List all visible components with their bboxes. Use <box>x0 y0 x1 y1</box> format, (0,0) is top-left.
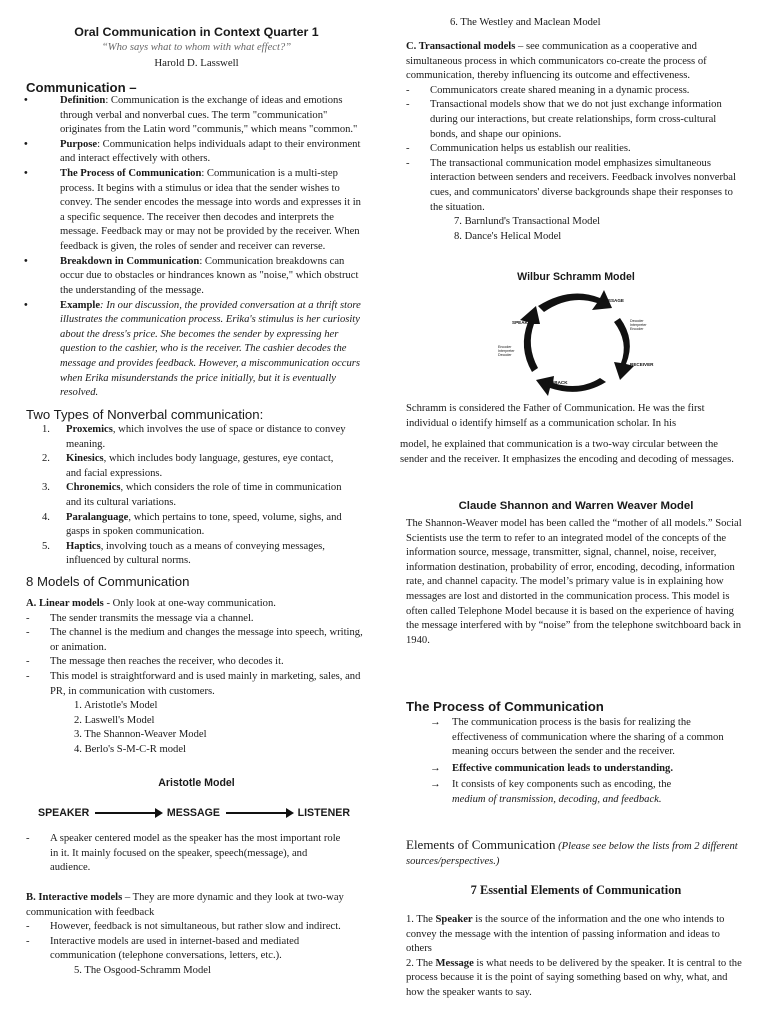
list-item: - Interactive models are used in internet-based and mediated communication (telephone conversations, letters, etc.). <box>26 935 300 962</box>
list-item: • Purpose: Communication helps individuals adapt to their environment and interact effectively with others. <box>42 138 362 167</box>
list-item: 2. Kinesics, which includes body language, gestures, eye contact, and facial expressions. <box>42 453 334 479</box>
list-item: - The channel is the medium and changes the message into speech, writing, or animation. <box>26 627 363 653</box>
list-item: - The sender transmits the message via a channel. <box>26 612 254 624</box>
document-header <box>24 24 369 71</box>
schramm-left-role: Interpreter <box>498 349 515 353</box>
arrow-cycle-icon <box>520 306 540 372</box>
schramm-left-role: Encoder <box>498 345 512 349</box>
list-item: 2. The Message is what needs to be delivered by the speaker. It is central to the process because it is the point of saying something based on why, what, and how the speaker wants to say. <box>406 957 742 999</box>
schramm-right-role: Interpreter <box>630 323 647 327</box>
communication-heading: Communication – <box>26 80 137 95</box>
essential-elements-heading: 7 Essential Elements of Communication <box>470 883 682 897</box>
list-item: → The communication process is the basis for realizing the effectiveness of communication where the sharing of a common meaning occurs between the sender and the receiver. <box>430 717 724 758</box>
list-item: 1. Aristotle's Model <box>74 700 158 712</box>
schramm-cycle-diagram <box>488 284 668 402</box>
elements-heading-block <box>406 836 752 869</box>
schramm-model-title: Wilbur Schramm Model <box>517 271 635 283</box>
schramm-right-role: Encoder <box>630 327 644 331</box>
list-item: 5. Haptics, involving touch as a means of conveying messages, influenced by cultural norms. <box>42 540 325 567</box>
arrow-right-icon: → <box>430 717 441 728</box>
arrow-right-icon <box>95 812 161 814</box>
list-item: 4. Berlo's S-M-C-R model <box>74 744 186 756</box>
list-item: - This model is straightforward and is used mainly in marketing, sales, and PR, in communication with customers. <box>26 671 361 697</box>
list-item: 7. Barnlund's Transactional Model <box>454 216 601 228</box>
process-heading: The Process of Communication <box>406 699 604 714</box>
transactional-models-intro: C. Transactional models – see communication as a cooperative and simultaneous process in which communicators co-create the process of communication, thereby influencing its outcome and effectiveness. <box>406 41 707 82</box>
list-item: 3. Chronemics, which considers the role of time in communication and its cultural variations. <box>42 482 342 509</box>
schramm-paragraph-1: Schramm is considered the Father of Communication. He was the first individual o identify himself as a communication scholar. In his <box>406 403 705 429</box>
transactional-models-section <box>406 40 746 245</box>
list-item: 3. The Shannon-Weaver Model <box>74 729 207 741</box>
list-item: - The message then reaches the receiver, who decodes it. <box>26 656 284 668</box>
list-item: 8. Dance's Helical Model <box>454 230 562 242</box>
list-item: - However, feedback is not simultaneous, but rather slow and indirect. <box>26 921 341 933</box>
linear-models-intro: A. Linear models - Only look at one-way communication. <box>26 598 276 609</box>
interactive-models-intro: B. Interactive models – They are more dynamic and they look at two-way communication with feedback <box>26 892 344 918</box>
arrow-right-icon: → <box>430 762 441 774</box>
elements-note: (Please see below the lists from 2 different sources/perspectives.) <box>406 841 738 867</box>
models-heading: 8 Models of Communication <box>26 574 190 589</box>
list-item: → It consists of key components such as encoding, the medium of transmission, decoding, and feedback. <box>430 779 672 806</box>
list-item: • The Process of Communication: Communication is a multi-step process. It begins with a stimulus or idea that the sender wishes to convey. The sender encodes the message into words and expresses it in a specific sequence. The receiver then decodes and interprets the message. Feedback may or may not be provided by the receiver. When feedback is given, the roles of sender and receiver can reverse. <box>42 167 362 255</box>
schramm-label-receiver: RECEIVER <box>630 362 654 367</box>
arrow-right-icon <box>226 812 292 814</box>
list-item: 4. Paralanguage, which pertains to tone, speed, volume, sighs, and gasps in spoken communication. <box>42 511 342 538</box>
list-item: - Communicators create shared meaning in a dynamic process. <box>406 84 690 96</box>
document-title: Oral Communication in Context Quarter 1 <box>74 25 319 39</box>
schramm-paragraph-2: model, he explained that communication is a two-way circular between the sender and the receiver. It emphasizes the encoding and decoding of messages. <box>400 439 734 465</box>
process-list <box>406 716 744 808</box>
nonverbal-heading: Two Types of Nonverbal communication: <box>26 407 264 422</box>
schramm-right-role: Decoder <box>630 319 644 323</box>
aristotle-note: - A speaker centered model as the speaker has the most important role in it. It mainly focused on the speaker, speech(message), and audience. <box>26 833 341 874</box>
schramm-label-speaker: SPEAKER <box>512 320 535 325</box>
list-item: 1. The Speaker is the source of the information and the one who intends to convey the message with the intention of passing information and ideas to others <box>406 914 725 955</box>
linear-models-section <box>26 597 364 758</box>
document-author: Harold D. Lasswell <box>154 56 239 69</box>
list-item: 6. The Westley and Maclean Model <box>450 17 601 28</box>
list-item: • Definition: Communication is the exchange of ideas and emotions through verbal and nonverbal cues. The term "communication" originates from the Latin word "communis," which means "common." <box>42 94 362 138</box>
list-item: → Effective communication leads to understanding. <box>406 762 744 777</box>
document-quote: “Who says what to whom with what effect?” <box>101 42 292 54</box>
arrow-cycle-icon <box>536 376 606 396</box>
aristotle-diagram <box>38 806 350 821</box>
aristotle-model-title: Aristotle Model <box>158 777 235 789</box>
schramm-label-feedback: FEEDBACK <box>542 380 568 385</box>
communication-list <box>42 94 362 401</box>
list-item: • Breakdown in Communication: Communication breakdowns can occur due to obstacles or hindrances known as "noise," which obstruct the understanding of the message. <box>42 255 362 299</box>
listener-label: LISTENER <box>297 807 350 819</box>
list-item: 2. Laswell's Model <box>74 714 155 726</box>
schramm-left-role: Decoder <box>498 353 512 357</box>
speaker-label: SPEAKER <box>38 807 90 819</box>
nonverbal-list <box>26 423 348 569</box>
list-item: • Example: In our discussion, the provided conversation at a thrift store illustrates the communication process. Erika's stimulus is her curiosity about the dress's price. She becomes the sender by expressing her question to the cashier, who is the receiver. The cashier decodes the message and provides feedback. However, a miscommunication occurs when Erika misunderstands the price initially, but it is eventually resolved. <box>42 299 362 401</box>
list-item: 1. Proxemics, which involves the use of space or distance to convey meaning. <box>42 424 346 450</box>
list-item: - The transactional communication model emphasizes simultaneous interaction between senders and receivers. Feedback involves nonverbal cues, and communicators' diverse backgrounds shape their responses to the situation. <box>406 157 736 213</box>
shannon-weaver-paragraph: The Shannon-Weaver model has been called the “mother of all models.” Social Scientists use the term to refer to an integrated model of the concepts of the information source, message, transmitter, signal, channel, noise, receiver, information destination, probability of error, encoding, decoding, information rate, and channel capacity. The model’s primary value is in explaining how messages are lost and distorted in the communication process. This model is often called Telephone Model because it is based on the experience of having the message interfered with by “noise” from the telephone switchboard back in 1940. <box>406 518 742 646</box>
message-label: MESSAGE <box>166 807 220 819</box>
list-item: 5. The Osgood-Schramm Model <box>74 965 211 977</box>
shannon-weaver-title: Claude Shannon and Warren Weaver Model <box>458 500 694 512</box>
elements-heading: Elements of Communication <box>406 837 556 852</box>
list-item: - Transactional models show that we do not just exchange information during our interactions, but create relationships, form cross-cultural bonds, and shape our opinions. <box>406 99 722 140</box>
arrow-right-icon: → <box>430 779 441 791</box>
schramm-label-message: MESSAGE <box>601 298 624 303</box>
list-item: - Communication helps us establish our realities. <box>406 143 631 155</box>
interactive-models-section <box>26 891 364 979</box>
essential-elements-list <box>406 913 746 1001</box>
